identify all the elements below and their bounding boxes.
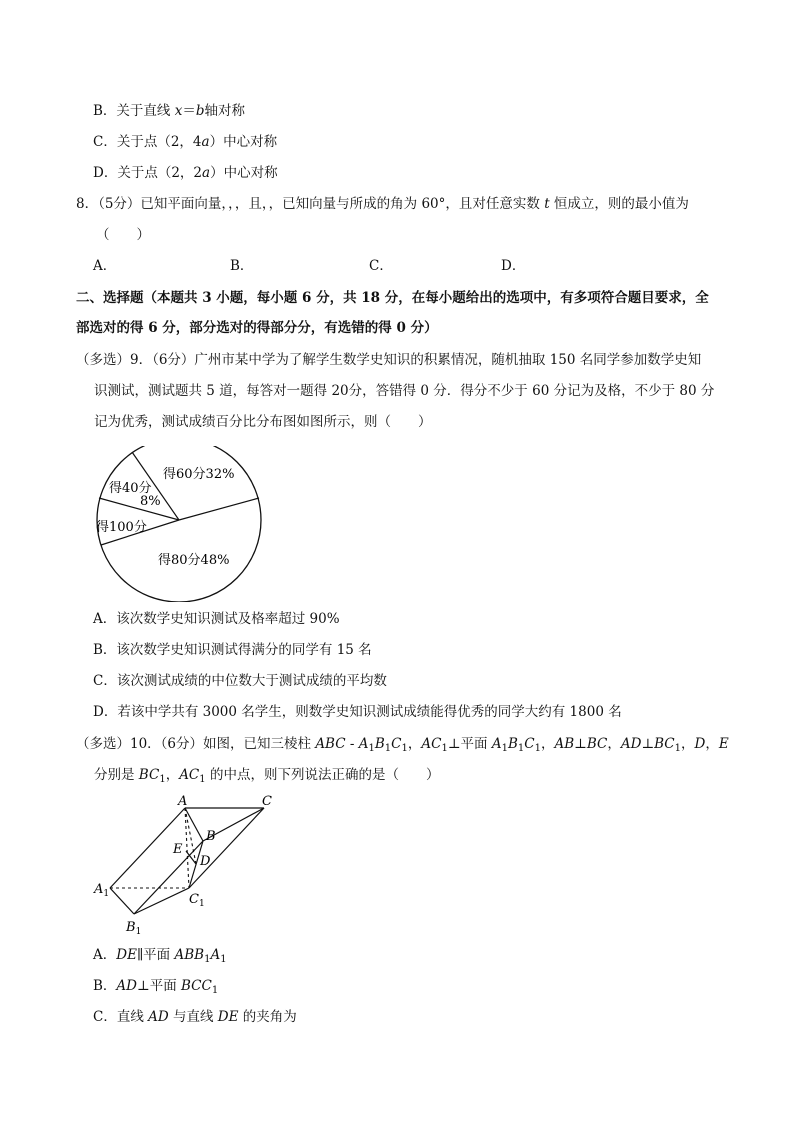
pie-label-40-pct: 8%	[140, 494, 161, 509]
q9-option-b: B．该次数学史知识测试得满分的同学有 15 名	[93, 642, 372, 658]
q9-option-d: D．若该中学共有 3000 名学生，则数学史知识测试成绩能得优秀的同学大约有 1800 名	[93, 704, 622, 720]
label-A1: $A_1$	[94, 882, 110, 899]
section-2-heading: 二、选择题（本题共 3 小题，每小题 6 分，共 18 分，在每小题给出的选项中，有多项符合题目要求，全	[76, 290, 709, 306]
label-E: E	[173, 842, 183, 857]
pie-label-100: 得100分	[96, 520, 147, 535]
q9-stem-line2: 识测试，测试题共 5 道，每答对一题得 20分，答错得 0 分．得分不少于 60 分记为及格，不少于 80 分	[94, 383, 715, 399]
q9-pie-figure	[90, 446, 270, 602]
label-D: D	[200, 854, 211, 869]
pie-label-60: 得60分32%	[163, 467, 235, 482]
q7-option-b: B．关于直线 x＝b轴对称	[93, 103, 245, 119]
q8-stem-paren: （ ）	[96, 227, 150, 243]
edge-AB	[185, 808, 203, 841]
q9-stem-line1: （多选）9．（6分）广州市某中学为了解学生数学史知识的积累情况，随机抽取 150 名同学参加数学史知	[76, 352, 702, 368]
edge-AD-hidden	[185, 808, 196, 864]
q10-option-a: A．DE∥平面 $ABB_1A_1$	[93, 947, 227, 965]
label-C1: $C_1$	[189, 892, 205, 909]
pie-label-40: 得40分	[109, 481, 152, 496]
section-2-heading-cont: 部选对的得 6 分，部分选对的得部分分，有选错的得 0 分）	[76, 320, 438, 336]
q9-option-a: A．该次数学史知识测试及格率超过 90%	[93, 611, 340, 627]
label-B1: $B_1$	[126, 920, 142, 937]
q7-option-d: D．关于点（2，2a）中心对称	[93, 165, 278, 181]
q10-prism-figure	[88, 792, 278, 938]
q8-option-a: A．	[93, 258, 117, 274]
label-A: A	[178, 794, 188, 809]
label-C: C	[262, 794, 272, 809]
q9-option-c: C．该次测试成绩的中位数大于测试成绩的平均数	[93, 673, 387, 689]
pie-label-80: 得80分48%	[158, 553, 230, 568]
q9-stem-line3: 记为优秀，测试成绩百分比分布图如图所示，则（ ）	[94, 414, 432, 430]
q10-stem-line1: （多选）10．（6分）如图，已知三棱柱 ABC - $A_1B_1C_1$，$AC_1\perp$平面 $A_1B_1C_1$，AB⊥BC，$AD\perp BC_1$，D，E	[76, 736, 729, 754]
edge-A1B1	[110, 888, 134, 914]
q8-option-b: B．	[230, 258, 254, 274]
q7-option-c: C．关于点（2，4a）中心对称	[93, 134, 278, 150]
label-B: B	[206, 829, 216, 844]
edge-B1C1	[134, 888, 189, 914]
q10-option-c: C．直线 AD 与直线 DE 的夹角为	[93, 1009, 297, 1025]
q8-option-d: D．	[501, 258, 526, 274]
q8-option-c: C．	[369, 258, 393, 274]
q10-stem-line2: 分别是 $BC_1$，$AC_1$ 的中点，则下列说法正确的是（ ）	[94, 767, 440, 785]
q10-option-b: B．AD⊥平面 $BCC_1$	[93, 978, 219, 996]
edge-CC1	[189, 808, 264, 888]
q8-stem: 8．（5分）已知平面向量，，，且，，已知向量与所成的角为 60°，且对任意实数 t 恒成立，则的最小值为	[76, 196, 689, 212]
